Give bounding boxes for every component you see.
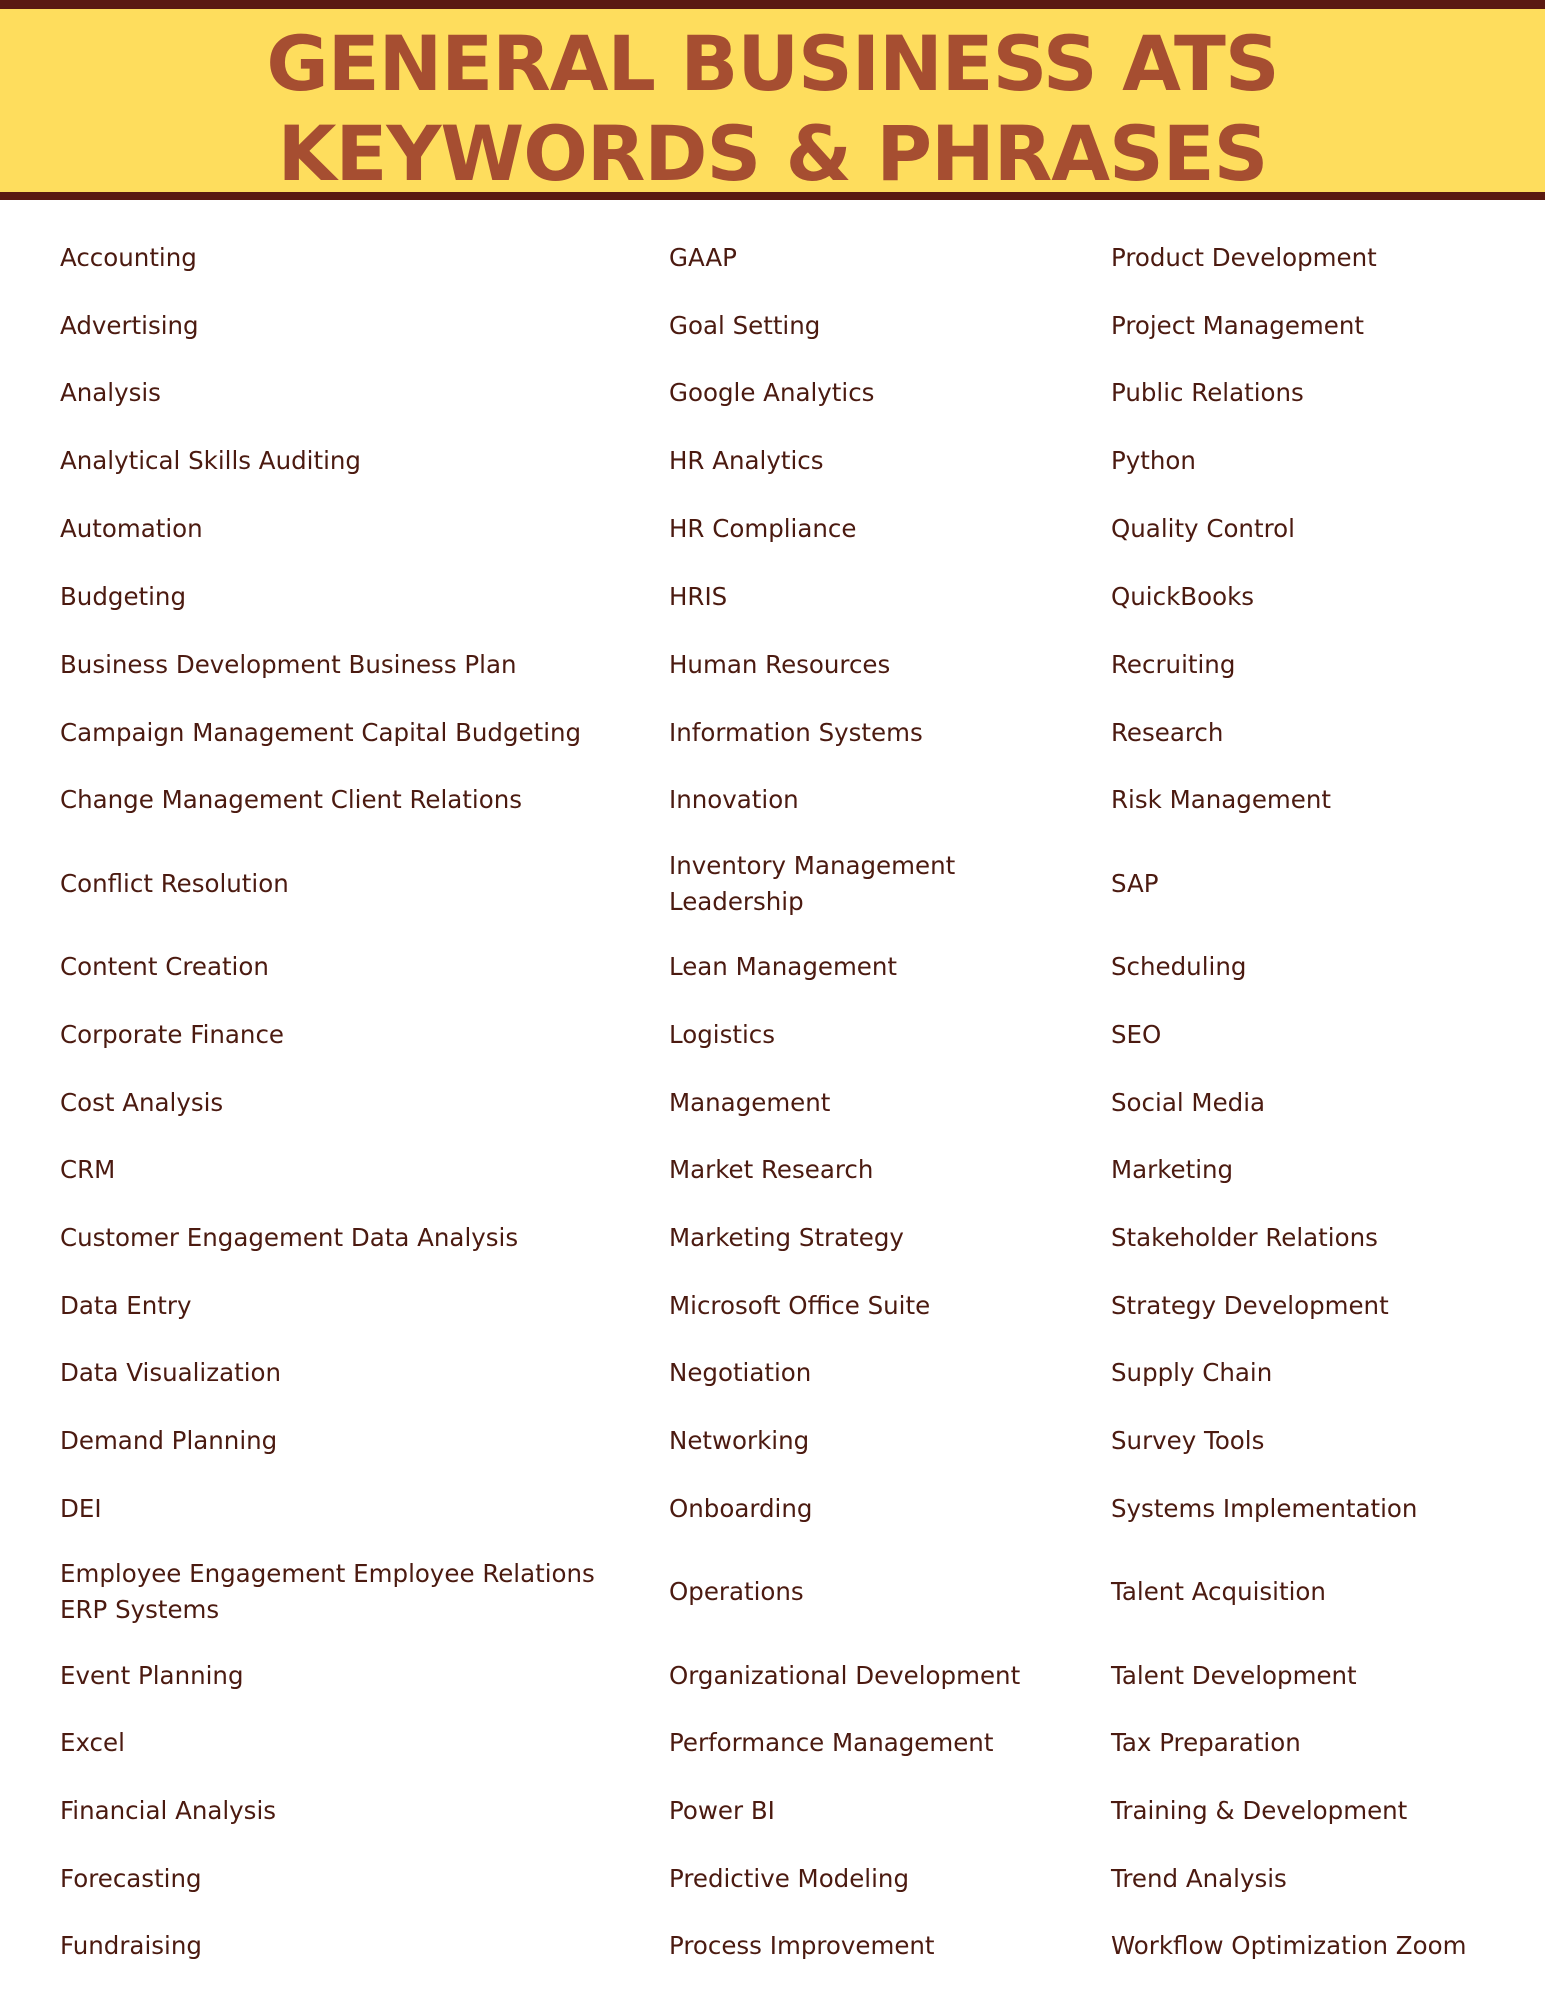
keyword-label: SAP (1111, 869, 1159, 898)
keyword-item (1111, 697, 1531, 769)
keyword-label: Business Development Business Plan (60, 650, 517, 679)
keyword-item (60, 425, 620, 497)
keyword-item (669, 1337, 1069, 1409)
keyword-label: Networking (669, 1426, 810, 1455)
keyword-item (1111, 1556, 1531, 1628)
keyword-label: Product Development (1111, 243, 1377, 272)
keyword-label: Corporate Finance (60, 1020, 284, 1049)
keyword-item (669, 561, 1069, 633)
keyword-item (60, 493, 620, 565)
keyword-item (60, 764, 620, 836)
keyword-item (669, 629, 1069, 701)
keyword-label: Onboarding (669, 1494, 813, 1523)
keyword-item (1111, 1134, 1531, 1206)
keyword-item (60, 222, 620, 294)
keyword-label: Campaign Management Capital Budgeting (60, 718, 582, 747)
keyword-label: DEI (60, 1494, 102, 1523)
page-title-line-1: GENERAL BUSINESS ATS (266, 19, 1279, 108)
keyword-item (1111, 1707, 1531, 1779)
keyword-item (1111, 1405, 1531, 1477)
keyword-label: Google Analytics (669, 378, 875, 407)
keyword-label: Analytical Skills Auditing (60, 446, 361, 475)
keyword-label: Customer Engagement Data Analysis (60, 1223, 519, 1252)
keyword-item (1111, 1067, 1531, 1139)
keyword-item (669, 1134, 1069, 1206)
keyword-item (60, 1270, 620, 1342)
keyword-label: Marketing Strategy (669, 1223, 904, 1252)
keyword-item (60, 1405, 620, 1477)
keyword-item (1111, 1775, 1531, 1847)
keyword-label: GAAP (669, 243, 737, 272)
keyword-label: Survey Tools (1111, 1426, 1265, 1455)
keyword-label: Human Resources (669, 650, 891, 679)
keyword-item (1111, 764, 1531, 836)
keyword-label: Scheduling (1111, 952, 1247, 981)
keyword-item (1111, 848, 1531, 920)
keyword-item (669, 1473, 1069, 1545)
keyword-item (669, 425, 1069, 497)
keyword-label: Budgeting (60, 582, 187, 611)
keyword-label: Financial Analysis (60, 1796, 277, 1825)
keyword-label: Training & Development (1111, 1796, 1408, 1825)
keyword-item (60, 357, 620, 429)
keyword-item (1111, 999, 1531, 1071)
keyword-item (669, 1910, 1069, 1982)
keyword-item (669, 1640, 1069, 1712)
keyword-item (1111, 1640, 1531, 1712)
keyword-item (669, 1067, 1069, 1139)
keyword-label: Talent Acquisition (1111, 1577, 1326, 1606)
keyword-item (1111, 290, 1531, 362)
keyword-label: Negotiation (669, 1358, 812, 1387)
keyword-item (1111, 561, 1531, 633)
keyword-item (60, 1202, 620, 1274)
keyword-item (60, 1707, 620, 1779)
keyword-item (1111, 1337, 1531, 1409)
keyword-item (60, 1775, 620, 1847)
keyword-item (60, 1134, 620, 1206)
keyword-item (669, 1707, 1069, 1779)
keyword-label: Employee Engagement Employee Relations ERP Systems (60, 1559, 595, 1624)
keyword-label: Data Entry (60, 1291, 192, 1320)
keyword-label: Recruiting (1111, 650, 1236, 679)
keyword-label: Lean Management (669, 952, 898, 981)
keyword-item (1111, 493, 1531, 565)
keyword-label: SEO (1111, 1020, 1162, 1049)
keyword-label: Supply Chain (1111, 1358, 1273, 1387)
keyword-label: Power BI (669, 1796, 775, 1825)
keyword-item (1111, 1843, 1531, 1915)
keyword-item (669, 1556, 1069, 1628)
keyword-label: Demand Planning (60, 1426, 278, 1455)
keyword-item (669, 1843, 1069, 1915)
keyword-item (669, 357, 1069, 429)
keyword-item (60, 1337, 620, 1409)
keyword-label: QuickBooks (1111, 582, 1255, 611)
keyword-label: Innovation (669, 785, 799, 814)
keyword-label: Excel (60, 1728, 125, 1757)
keyword-item (669, 1405, 1069, 1477)
keyword-item (669, 848, 1069, 920)
keyword-label: HR Compliance (669, 514, 857, 543)
keyword-item (60, 561, 620, 633)
keyword-label: Trend Analysis (1111, 1864, 1287, 1893)
keyword-label: Public Relations (1111, 378, 1304, 407)
keyword-item (1111, 1270, 1531, 1342)
keyword-label: Risk Management (1111, 785, 1331, 814)
keyword-item (669, 999, 1069, 1071)
keyword-item (60, 848, 620, 920)
keyword-item (1111, 222, 1531, 294)
keyword-item (669, 931, 1069, 1003)
keyword-item (669, 493, 1069, 565)
keyword-item (60, 1473, 620, 1545)
keyword-label: Forecasting (60, 1864, 202, 1893)
keyword-label: Marketing (1111, 1155, 1234, 1184)
keyword-label: Systems Implementation (1111, 1494, 1418, 1523)
keyword-item (60, 1910, 620, 1982)
keyword-item (60, 1843, 620, 1915)
keyword-label: Stakeholder Relations (1111, 1223, 1378, 1252)
keyword-label: Change Management Client Relations (60, 785, 522, 814)
keyword-label: Social Media (1111, 1088, 1266, 1117)
keyword-label: Information Systems (669, 718, 923, 747)
keyword-label: Accounting (60, 243, 197, 272)
keyword-item (60, 1556, 620, 1628)
keyword-label: Data Visualization (60, 1358, 282, 1387)
keyword-label: Logistics (669, 1020, 775, 1049)
keyword-item (60, 290, 620, 362)
keyword-label: Organizational Development (669, 1661, 1021, 1690)
keyword-label: Conflict Resolution (60, 869, 289, 898)
keyword-label: Market Research (669, 1155, 874, 1184)
keyword-item (669, 222, 1069, 294)
keyword-label: Predictive Modeling (669, 1864, 909, 1893)
keyword-label: Quality Control (1111, 514, 1295, 543)
keyword-label: Python (1111, 446, 1196, 475)
keyword-label: Research (1111, 718, 1224, 747)
keyword-label: Project Management (1111, 311, 1365, 340)
keyword-label: Goal Setting (669, 311, 821, 340)
keyword-item (60, 999, 620, 1071)
keyword-label: Management (669, 1088, 831, 1117)
keyword-label: Performance Management (669, 1728, 994, 1757)
keyword-label: Automation (60, 514, 203, 543)
keyword-label: Cost Analysis (60, 1088, 224, 1117)
keyword-label: Workflow Optimization Zoom (1111, 1931, 1467, 1960)
keyword-item (669, 1775, 1069, 1847)
keyword-label: Fundraising (60, 1931, 202, 1960)
keyword-label: Event Planning (60, 1661, 244, 1690)
keyword-item (669, 290, 1069, 362)
keyword-label: HRIS (669, 582, 728, 611)
keyword-label: HR Analytics (669, 446, 824, 475)
page-title-line-2: KEYWORDS & PHRASES (277, 109, 1268, 198)
keyword-label: Inventory Management Leadership (669, 851, 956, 916)
keyword-item (1111, 1910, 1531, 1982)
keyword-item (669, 697, 1069, 769)
keyword-label: Talent Development (1111, 1661, 1357, 1690)
keyword-label: Tax Preparation (1111, 1728, 1301, 1757)
keyword-item (1111, 357, 1531, 429)
keyword-item (669, 764, 1069, 836)
keyword-item (1111, 629, 1531, 701)
keyword-item (1111, 1202, 1531, 1274)
keyword-item (1111, 425, 1531, 497)
keyword-label: Microsoft Office Suite (669, 1291, 931, 1320)
keyword-label: Operations (669, 1577, 804, 1606)
keyword-item (60, 1640, 620, 1712)
keyword-label: Analysis (60, 378, 161, 407)
keyword-label: Process Improvement (669, 1931, 935, 1960)
keyword-item (1111, 1473, 1531, 1545)
keyword-item (60, 629, 620, 701)
keyword-item (669, 1270, 1069, 1342)
keyword-item (669, 1202, 1069, 1274)
keyword-label: Advertising (60, 311, 199, 340)
keyword-item (60, 931, 620, 1003)
keyword-label: Content Creation (60, 952, 269, 981)
keyword-item (60, 697, 620, 769)
keyword-item (1111, 931, 1531, 1003)
keyword-label: CRM (60, 1155, 116, 1184)
keyword-item (60, 1067, 620, 1139)
keyword-label: Strategy Development (1111, 1291, 1389, 1320)
